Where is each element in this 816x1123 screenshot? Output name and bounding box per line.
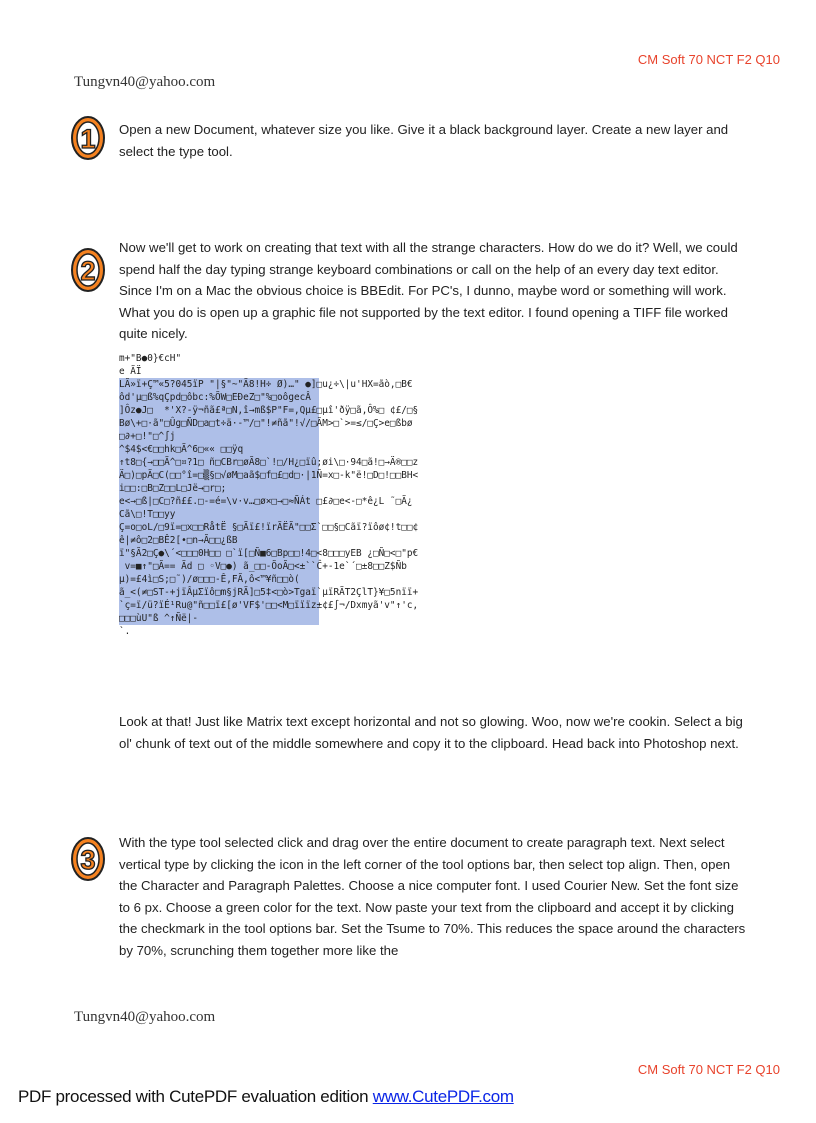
snippet-line: `.: [119, 626, 131, 637]
snippet-line: ôd'µ□ß%qÇpd□ôbc:%ÕW□EÐeZ□"%□oôgecÂ: [119, 391, 319, 404]
snippet-line: LÃ»ï+Ç™«5?045ïP "|§"~"Ã8!H÷ Ø)…" ●]□u¿÷\|u'HX=ãò,□B€: [119, 379, 413, 390]
step-3-number-icon: [70, 836, 106, 882]
step-3-text: With the type tool selected click and drag over the entire document to create paragraph text. Next select vertical type by clicking the icon in the left corner of the tool options bar, then select top align. Then, open the Character and Paragraph Palettes. Choose a nice computer font. I used Courier New. Set the font size to 6 px. Choose a green color for the text. Now paste your text from the clipboard and accept it by clicking the checkmark in the tool options bar. Set the Tsume to 70%. This reduces the space around the characters by 70%, scrunching them together more like the: [119, 835, 746, 958]
step-1-number: 1: [80, 124, 96, 154]
step-2-number: 2: [80, 256, 96, 286]
snippet-line: □∂+□!"□^∫j: [119, 430, 319, 443]
snippet-line: e<→□ß|□C□?ñ££.□-=é=\v·v…□ø×□→□≈ÑÁt □£∂□e<-□*ê¿L ˜□Ã¿: [119, 496, 413, 507]
snippet-line: ^$4$<€□□hk□Ã^6□«« □□ÿq: [119, 443, 319, 456]
snippet-line: `ç=ï/ü?ïÉ¹Ru@"ñ□□ï£[ø'VF$'□□<M□ïïïz±¢£∫¬/Dxmyã'v"↑'c,: [119, 600, 419, 611]
snippet-line: µ)=£4ì□S;□˜)/ø□□□-Ê,FÃ,ô<™¥ñ□□ò(: [119, 573, 319, 586]
snippet-line: Ä□)□pÃ□C(□□°î=□▒§□√øM□aã$□f□£□d□·|1Ñ=x□-k"ë!□D□!□□BH<: [119, 470, 419, 481]
pdf-note-text: PDF processed with CutePDF evaluation edition: [18, 1087, 369, 1106]
pdf-processed-note: [18, 1087, 514, 1107]
snippet-line: ]Ôz●J□ *'X?-ÿ¬ñã£ª□N,î→mß$P"F=,Qµ£□µî'ðÿ□ã,Ô%□ ¢£/□§: [119, 405, 419, 416]
snippet-line: ↑t8□{→□□Ã^□¤?1□ ñ□CBr□øÃ8□`!□/H¿□ïû;øi\□·94□ã!□→Ä®□□z: [119, 457, 419, 468]
doc-code-header: CM Soft 70 NCT F2 Q10: [637, 52, 780, 67]
step-1-number-icon: [70, 115, 106, 161]
step-2-text: Now we'll get to work on creating that text with all the strange characters. How do we do it? Well, we could spend half the day typing strange keyboard combinations or call on the help of an every day text editor. Since I'm on a Mac the obvious choice is BBEdit. For PC's, I dunno, maybe word or something will work. What you do is open up a graphic file not supported by the text editor. I found opening a TIFF file worked quite nicely.: [119, 240, 738, 341]
snippet-line: i□□:□B□Z□□L□Jë→□r□;: [119, 482, 319, 495]
step-3-number: 3: [80, 845, 96, 875]
snippet-line: □□□ùU"ß ^↑Ñë|-: [119, 612, 319, 625]
step-2-number-icon: [70, 247, 106, 293]
snippet-line: e ÃÏ: [119, 366, 142, 377]
snippet-line: m+"B●0}€cH": [119, 353, 182, 364]
snippet-line: v=■↑"□Ã== Ãd □ ◦V□●) ã_□□-ÕoÃ□<±``Ĉ+-1e`´□±8□□Z$Ñb: [119, 561, 407, 572]
snippet-line: Cã\□!T□□yy: [119, 508, 319, 521]
doc-code-footer: CM Soft 70 NCT F2 Q10: [637, 1062, 780, 1077]
snippet-line: ã_<(≠□ST-+jïÂµΣïô□m§jRÃ]□5‡<□ò>Tgaï`µïRÃT2ÇlT}¥□5nïï+: [119, 587, 419, 598]
email-footer: Tungvn40@yahoo.com: [74, 1009, 216, 1025]
snippet-line: Ç=o□oL/□9ï=□x□□RåtË §□Ãï£!ïrÃËÃ"□□Σ`□□§□Cãï?ïôø¢!t□□¢: [119, 522, 419, 533]
snippet-line: Bø\+□·ã"□Ûg□ÑD□a□t÷ä·-™/□"!≠ñã"!√/□ÃM>□`>=≤/□Ç>e□ßbø: [119, 418, 413, 429]
step-2-followup-text: Look at that! Just like Matrix text except horizontal and not so glowing. Woo, now we're cookin. Select a big ol' chunk of text out of the middle somewhere and copy it to the clipboard. Head back into Photoshop next.: [119, 714, 743, 751]
step-1-text: Open a new Document, whatever size you like. Give it a black background layer. Create a new layer and select the type tool.: [119, 122, 729, 159]
snippet-line: ê|≠ô□2□BÊ2[•□n→Ã□□¿ßB: [119, 534, 319, 547]
cutepdf-link[interactable]: www.CutePDF.com: [372, 1087, 514, 1106]
text-editor-screenshot: [119, 352, 419, 684]
email-header: Tungvn40@yahoo.com: [74, 74, 216, 90]
snippet-line: ï"§Ã2□Ç●\´<□□□0H□□ □`ï[□Ñ■6□Bp□□!4□<8□□□yEB ¿□Ñ□<□"p€: [119, 548, 419, 559]
